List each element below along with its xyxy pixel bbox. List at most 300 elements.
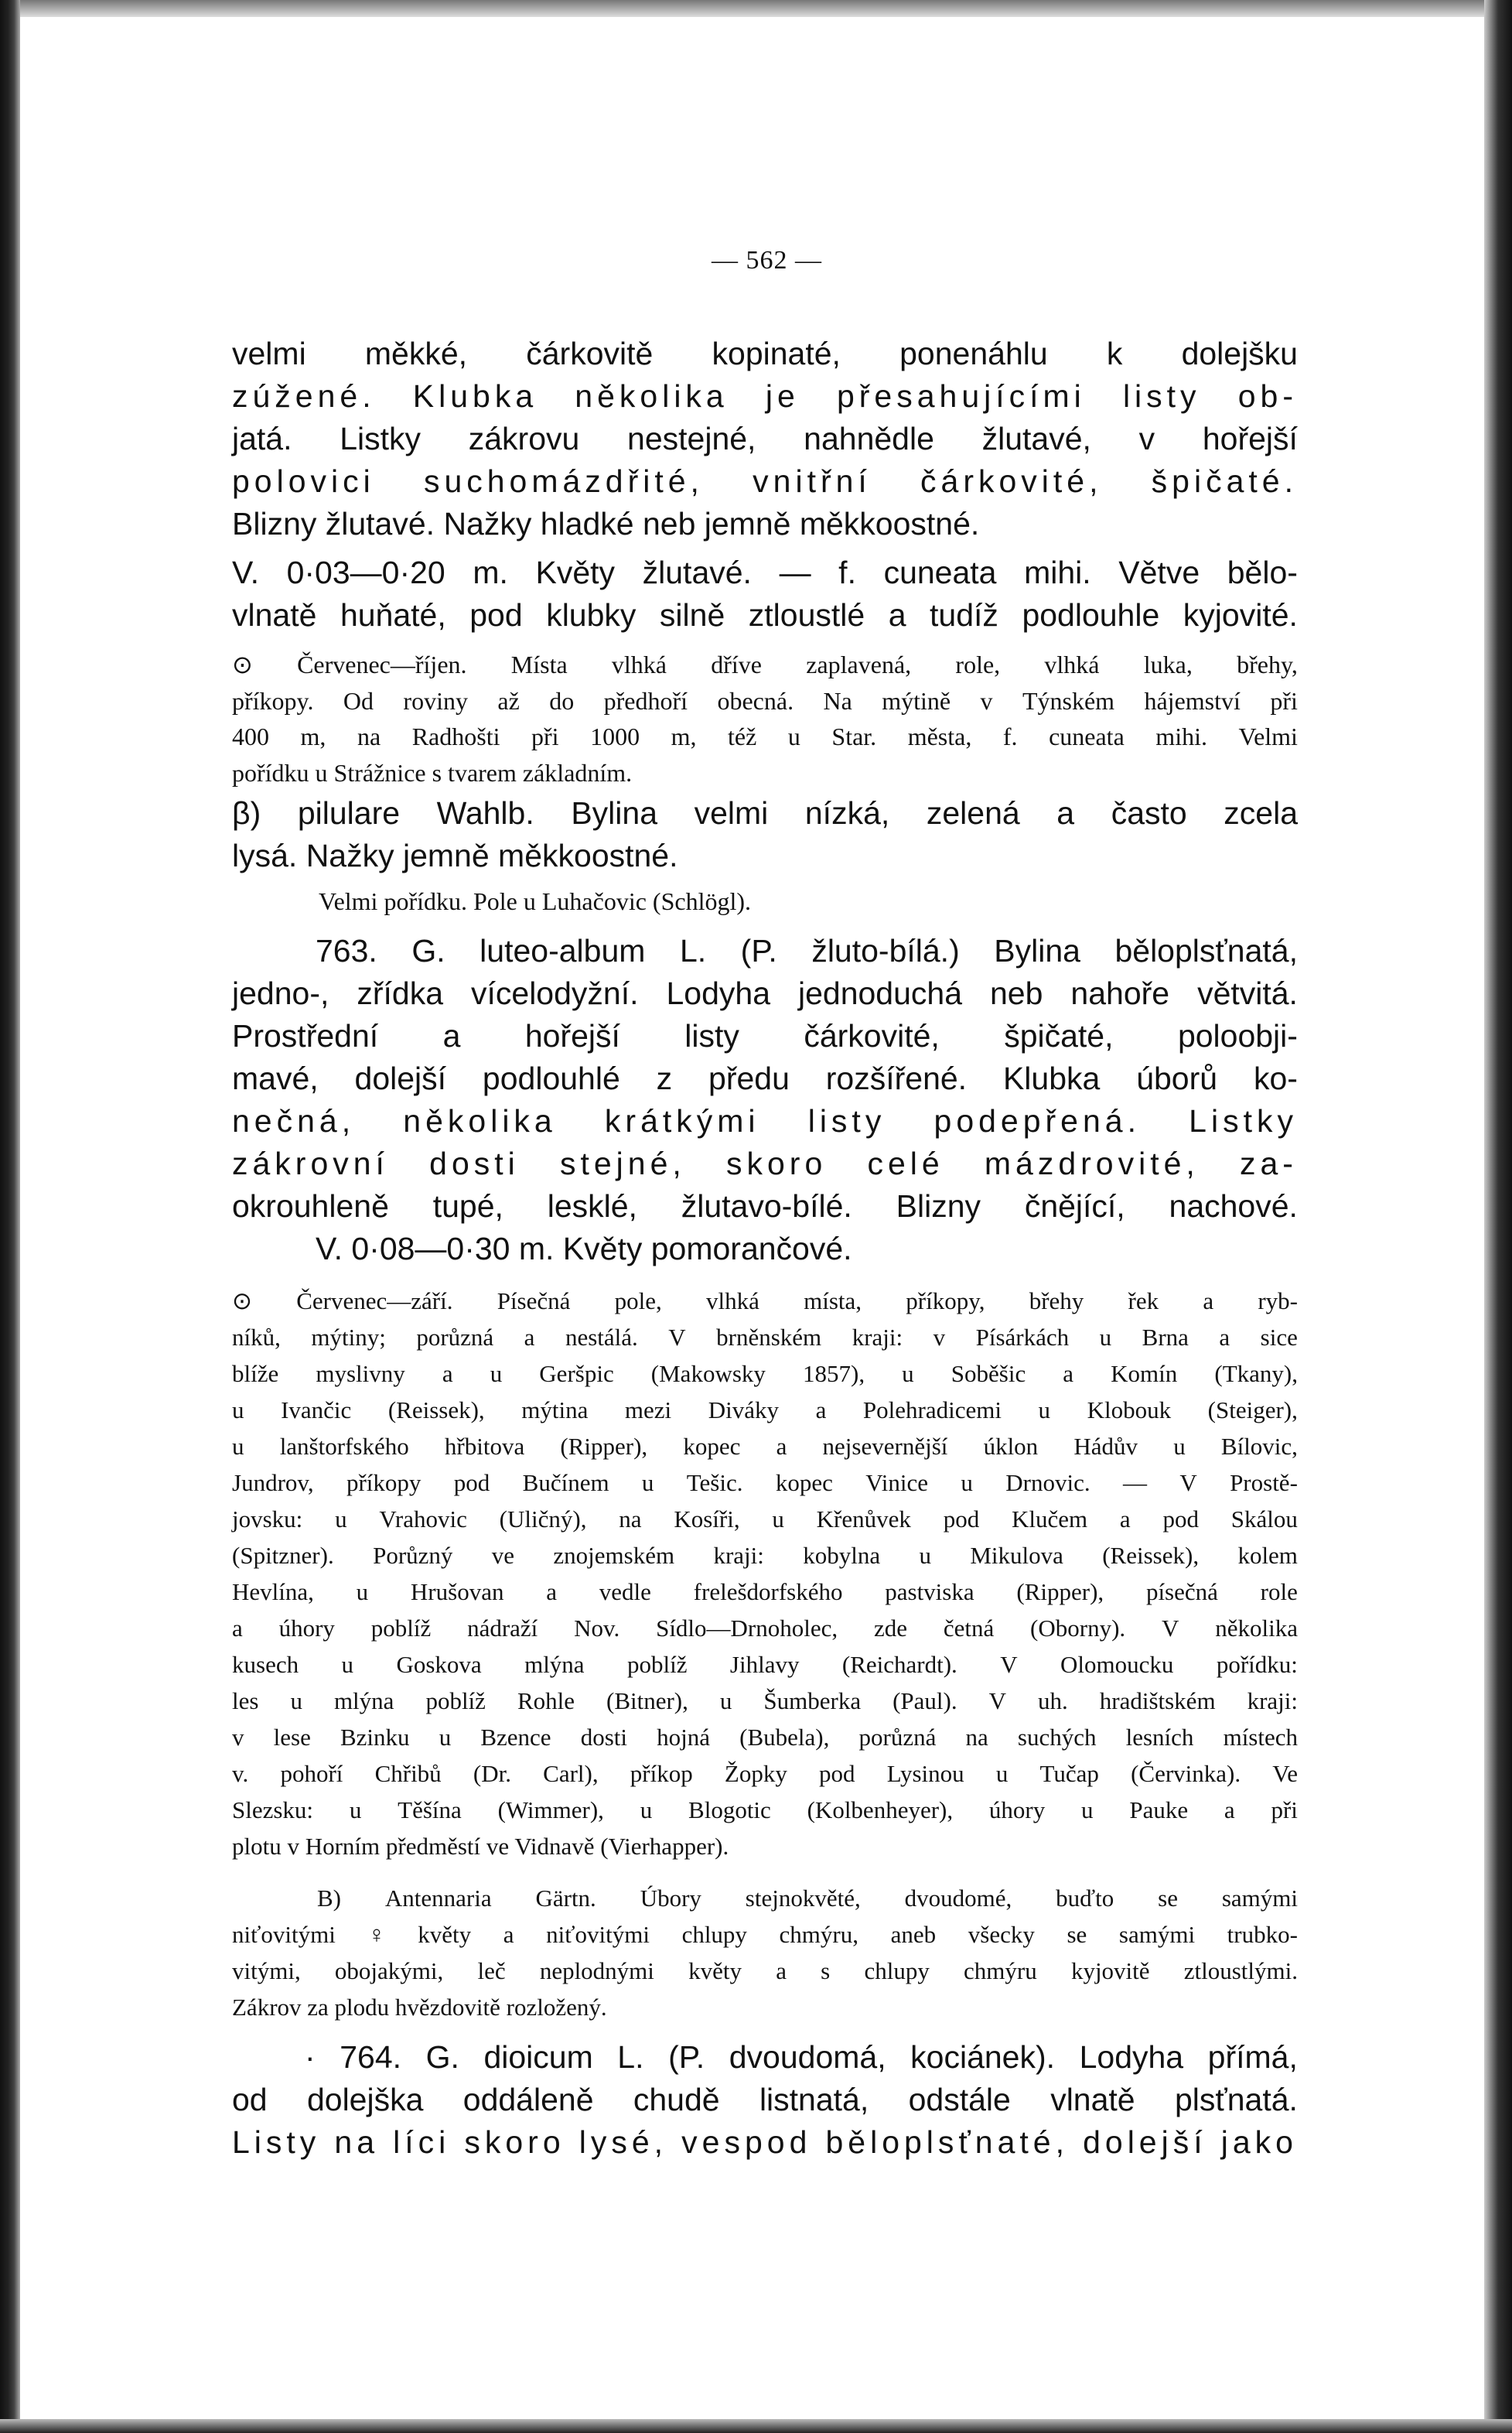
word: velmi xyxy=(232,336,306,371)
word: buďto xyxy=(1056,1885,1114,1912)
word: V xyxy=(668,1324,686,1351)
word: Od xyxy=(343,686,374,715)
word: role xyxy=(1260,1578,1298,1605)
word: břehy, xyxy=(1237,651,1298,678)
word: a xyxy=(232,1615,243,1642)
word: klubky xyxy=(546,597,637,633)
word: několika xyxy=(403,1103,557,1139)
word: břehy xyxy=(1029,1287,1084,1314)
text-line xyxy=(232,1953,1298,1989)
word: na xyxy=(357,723,381,750)
word: lese xyxy=(273,1724,311,1751)
word: zelená xyxy=(926,795,1020,831)
word: Bzinku xyxy=(340,1724,410,1751)
word: (Paul). xyxy=(893,1687,957,1714)
word: je xyxy=(765,378,800,414)
word: větvitá. xyxy=(1197,976,1298,1011)
word: Klubka xyxy=(1002,1061,1101,1096)
word: (Bitner), xyxy=(606,1687,688,1714)
word: velmi xyxy=(694,795,769,831)
word: (Reissek), xyxy=(387,1396,485,1423)
word: m, xyxy=(300,723,326,750)
word: V xyxy=(1000,1651,1018,1678)
word: Blizny xyxy=(896,1188,981,1224)
word: Listky xyxy=(1189,1103,1298,1139)
word: Goskova xyxy=(396,1651,482,1678)
word: nestejné, xyxy=(627,421,756,456)
word: L. xyxy=(617,2039,644,2075)
word: Listky xyxy=(340,421,422,456)
word: les xyxy=(232,1687,259,1714)
word: pod xyxy=(453,1469,490,1496)
word: chudě xyxy=(633,2082,720,2117)
word: u xyxy=(961,1469,973,1496)
word: ko- xyxy=(1253,1061,1298,1096)
word: (Reichardt). xyxy=(841,1651,957,1678)
word: dvoudomá, xyxy=(729,2039,886,2075)
word: Drnovic. xyxy=(1005,1469,1090,1496)
word: místa, xyxy=(804,1287,862,1314)
word: frelešdorfského xyxy=(693,1578,843,1605)
word: žlutavé. xyxy=(642,555,752,590)
word: poblíž xyxy=(370,1615,432,1642)
word: suchých xyxy=(1017,1724,1097,1751)
word: příkopy, xyxy=(906,1287,985,1314)
word: Vrahovic xyxy=(379,1505,467,1533)
word: Antennaria xyxy=(384,1885,492,1912)
text-line xyxy=(232,1916,1298,1953)
word: úhory xyxy=(988,1796,1046,1823)
word: ob- xyxy=(1237,378,1298,414)
word: Mikulova xyxy=(970,1542,1063,1569)
word: ponenáhlu xyxy=(899,336,1048,371)
word: špičaté. xyxy=(1151,463,1298,499)
word: a xyxy=(1224,1796,1235,1823)
word: listy xyxy=(1122,378,1201,414)
word: a xyxy=(1119,1505,1131,1533)
word: běloplsťnaté, xyxy=(825,2124,1069,2160)
text-line xyxy=(232,1319,1298,1355)
word: chlupy xyxy=(864,1957,930,1984)
word: (Makowsky xyxy=(650,1360,766,1387)
word: Ve xyxy=(1272,1760,1298,1787)
text-line xyxy=(232,418,1298,460)
word: Diváky xyxy=(708,1396,779,1423)
word: Těšína xyxy=(398,1796,462,1823)
word: mlýna xyxy=(333,1687,394,1714)
word: Hrušovan xyxy=(410,1578,504,1605)
word: (Steiger), xyxy=(1207,1396,1298,1423)
word: nádraží xyxy=(467,1615,538,1642)
word: lesklé, xyxy=(547,1188,637,1224)
word: kyjovité. xyxy=(1183,597,1298,633)
word: jako xyxy=(1220,2124,1298,2160)
word: nahnědle xyxy=(804,421,934,456)
word: a xyxy=(1203,1287,1214,1314)
word: Wahlb. xyxy=(436,795,534,831)
text-line: lysá. Nažky jemně měkkoostné. xyxy=(232,838,678,873)
text-line xyxy=(232,1610,1298,1646)
word: porůzná xyxy=(416,1324,494,1351)
word: hořejší xyxy=(1202,421,1298,456)
word: pole, xyxy=(614,1287,662,1314)
word: při xyxy=(1270,686,1298,715)
word: 763. xyxy=(316,933,377,969)
word: řek xyxy=(1128,1287,1159,1314)
word: dosti xyxy=(580,1724,627,1751)
word: u xyxy=(232,1433,244,1460)
text-line xyxy=(232,594,1298,637)
species-heading-line xyxy=(232,930,1298,972)
word: 1000 xyxy=(590,723,640,750)
text-line xyxy=(232,1143,1298,1185)
word: hradištském xyxy=(1099,1687,1216,1714)
word: přímá, xyxy=(1207,2039,1298,2075)
word: Velmi xyxy=(1238,723,1298,750)
text-line xyxy=(232,1755,1298,1792)
word: též xyxy=(728,723,757,750)
word: lanštorfského xyxy=(279,1433,409,1460)
word: při xyxy=(531,723,559,750)
word: Skálou xyxy=(1230,1505,1298,1533)
word: Tešic. xyxy=(686,1469,743,1496)
word: L. xyxy=(679,933,707,969)
word: Na xyxy=(823,686,852,715)
word: stejné, xyxy=(559,1146,686,1181)
word: oddáleně xyxy=(462,2082,594,2117)
word: celé xyxy=(867,1146,944,1181)
word: znojemském xyxy=(553,1542,675,1569)
word: odstále xyxy=(908,2082,1011,2117)
word: pod xyxy=(943,1505,980,1533)
word: pořídku: xyxy=(1216,1651,1298,1678)
word: vlhká xyxy=(1044,651,1100,678)
word: zákrovní xyxy=(232,1146,389,1181)
word: pod xyxy=(819,1760,855,1787)
text-line xyxy=(232,719,1298,755)
word: Písečná xyxy=(497,1287,571,1314)
word: uh. xyxy=(1038,1687,1068,1714)
word: skoro xyxy=(464,2124,565,2160)
word: Olomoucku xyxy=(1060,1651,1174,1678)
word: nízká, xyxy=(804,795,890,831)
word: poblíž xyxy=(425,1687,486,1714)
word: kociánek). xyxy=(910,2039,1056,2075)
word: u xyxy=(919,1542,931,1569)
word: Klubka xyxy=(412,378,538,414)
word: Geršpic xyxy=(539,1360,614,1387)
text-line xyxy=(232,647,1298,683)
word: f. xyxy=(838,555,856,590)
word: čárkovité, xyxy=(804,1018,940,1054)
word: kobylna xyxy=(803,1542,881,1569)
word: Lodyha xyxy=(666,976,770,1011)
word: Prostřední xyxy=(232,1018,379,1054)
word: Klobouk xyxy=(1087,1396,1172,1423)
paragraph-description-continued xyxy=(232,333,1298,637)
word: a xyxy=(442,1018,461,1054)
word: u xyxy=(1038,1396,1051,1423)
text-line: pořídku u Strážnice s tvarem základním. xyxy=(232,758,633,787)
word: ryb- xyxy=(1258,1287,1298,1314)
word: lesních xyxy=(1125,1724,1194,1751)
word: luteo-album xyxy=(480,933,646,969)
word: listy xyxy=(807,1103,886,1139)
word: roviny xyxy=(403,686,468,715)
word: u xyxy=(356,1578,369,1605)
word: samými xyxy=(1118,1921,1196,1948)
word: žlutavo-bílé. xyxy=(681,1188,852,1224)
word: na xyxy=(619,1505,642,1533)
word: niťovitými xyxy=(546,1921,650,1948)
word: kraji: xyxy=(1247,1687,1298,1714)
word: z xyxy=(656,1061,673,1096)
word: zaplavená, xyxy=(806,651,912,678)
word: Soběšic xyxy=(951,1360,1026,1387)
word: hojná xyxy=(657,1724,710,1751)
word: niťovitými xyxy=(232,1921,336,1948)
word: při xyxy=(1271,1796,1298,1823)
word: Radhošti xyxy=(411,723,500,750)
word: (Uličný), xyxy=(499,1505,587,1533)
word: Polehradicemi xyxy=(862,1396,1002,1423)
word: Carl), xyxy=(543,1760,599,1787)
word: žlutavé, xyxy=(981,421,1091,456)
word: a xyxy=(776,1433,787,1460)
word: Ivančic xyxy=(281,1396,352,1423)
word: za- xyxy=(1240,1146,1298,1181)
word: u xyxy=(490,1360,503,1387)
word: suchomázdřité, xyxy=(423,463,704,499)
word: (Ripper), xyxy=(1016,1578,1104,1605)
word: dolejška xyxy=(306,2082,424,2117)
word: dvoudomé, xyxy=(904,1885,1012,1912)
word: žluto-bílá.) xyxy=(811,933,960,969)
word: a xyxy=(1063,1360,1074,1387)
word: Nov. xyxy=(574,1615,620,1642)
word: zcela xyxy=(1224,795,1298,831)
word: dříve xyxy=(711,651,762,678)
word: (P. xyxy=(740,933,777,969)
text-line xyxy=(232,2079,1298,2121)
word: (Kolbenheyer), xyxy=(807,1796,954,1823)
word: u xyxy=(1099,1324,1112,1351)
word: listnatá, xyxy=(759,2082,869,2117)
word: poloobji- xyxy=(1177,1018,1298,1054)
word: nejsevernější xyxy=(822,1433,948,1460)
word: Star. xyxy=(831,723,877,750)
word: nečná, xyxy=(232,1103,356,1139)
word: okrouhleně xyxy=(232,1188,389,1224)
word: u xyxy=(341,1651,354,1678)
word: obojakými, xyxy=(334,1957,444,1984)
word: u xyxy=(439,1724,452,1751)
word: přesahujícími xyxy=(836,378,1086,414)
text-line xyxy=(232,375,1298,418)
word: Úbory xyxy=(640,1885,701,1912)
word: ♀ xyxy=(367,1921,386,1948)
word: Porůzný xyxy=(373,1542,453,1569)
word: kyjovitě xyxy=(1070,1957,1150,1984)
text-line xyxy=(232,1283,1298,1319)
word: Listy xyxy=(232,2124,321,2160)
word: úklon xyxy=(983,1433,1039,1460)
paragraph-species-763 xyxy=(232,930,1298,1270)
word: Pauke xyxy=(1129,1796,1189,1823)
word: dosti xyxy=(429,1146,520,1181)
word: (Wimmer), xyxy=(497,1796,604,1823)
word: — xyxy=(1122,1469,1147,1496)
word: bělo- xyxy=(1227,555,1298,590)
word: m, xyxy=(671,723,697,750)
word: ve xyxy=(491,1542,515,1569)
word: četná xyxy=(943,1615,995,1642)
word: silně xyxy=(659,597,725,633)
word: kraji: xyxy=(852,1324,903,1351)
word: Vinice xyxy=(865,1469,929,1496)
word: lysé, xyxy=(579,2124,668,2160)
word: úborů xyxy=(1136,1061,1218,1096)
word: mihi. xyxy=(1024,555,1091,590)
word: měkké, xyxy=(364,336,468,371)
word: Slezsku: xyxy=(232,1796,314,1823)
word: květy xyxy=(418,1921,472,1948)
word: Rohle xyxy=(517,1687,575,1714)
paragraph-habitat-1 xyxy=(232,647,1298,791)
word: Šumberka xyxy=(763,1687,862,1714)
word: v xyxy=(933,1324,946,1351)
word: u xyxy=(232,1396,244,1423)
word: příkopy. xyxy=(232,686,314,715)
word: 0·03—0·20 xyxy=(286,555,445,590)
paragraph-antennaria xyxy=(232,1880,1298,2025)
word: Jihlavy xyxy=(729,1651,800,1678)
word: a xyxy=(815,1396,827,1423)
word: Bylina xyxy=(571,795,657,831)
word: vlhká xyxy=(706,1287,759,1314)
word: u xyxy=(641,1469,654,1496)
word: jatá. xyxy=(232,421,292,456)
word: u xyxy=(290,1687,302,1714)
word: nestálá. xyxy=(565,1324,638,1351)
text-line xyxy=(232,552,1298,594)
word: u xyxy=(1081,1796,1094,1823)
word: předu xyxy=(708,1061,790,1096)
word: Hádův xyxy=(1073,1433,1138,1460)
word: krátkými xyxy=(604,1103,760,1139)
word: ztloustlými. xyxy=(1183,1957,1298,1984)
text-line xyxy=(232,2121,1298,2164)
word: f. xyxy=(1002,723,1018,750)
word: čnějící, xyxy=(1024,1188,1125,1224)
word: leč xyxy=(477,1957,506,1984)
word: nachové. xyxy=(1169,1188,1298,1224)
word: (Červinka). xyxy=(1131,1760,1241,1787)
text-line xyxy=(232,683,1298,719)
word: · xyxy=(305,2039,316,2075)
word: dolejší xyxy=(354,1061,447,1096)
word: všecky xyxy=(968,1921,1035,1948)
word: (Ripper), xyxy=(560,1433,648,1460)
word: chmýru, xyxy=(779,1921,858,1948)
word: nahoře xyxy=(1070,976,1170,1011)
word: zúžené. xyxy=(232,378,376,414)
text-line xyxy=(232,1792,1298,1828)
word: mihi. xyxy=(1155,723,1207,750)
word: blíže xyxy=(232,1360,279,1387)
word: Bučínem xyxy=(522,1469,609,1496)
text-line xyxy=(232,1537,1298,1574)
text-line: V. 0·08—0·30 m. Květy pomorančové. xyxy=(316,1231,852,1266)
word: kusech xyxy=(232,1651,299,1678)
word: k xyxy=(1106,336,1123,371)
word: Brna xyxy=(1142,1324,1189,1351)
word: Klučem xyxy=(1011,1505,1088,1533)
word: ⊙ xyxy=(232,651,253,678)
word: na xyxy=(965,1724,988,1751)
word: hořejší xyxy=(524,1018,620,1054)
word: a xyxy=(503,1921,514,1948)
text-line: plotu v Horním předměstí ve Vidnavě (Vierhapper). xyxy=(232,1833,729,1860)
word: vlhká xyxy=(611,651,667,678)
word: kraji: xyxy=(713,1542,764,1569)
word: podlouhle xyxy=(1022,597,1160,633)
word: běloplsťnatá, xyxy=(1114,933,1298,969)
word: a xyxy=(888,597,906,633)
word: chmýru xyxy=(964,1957,1037,1984)
word: Žopky xyxy=(724,1760,787,1787)
word: Komín xyxy=(1111,1360,1178,1387)
text-line xyxy=(232,333,1298,375)
word: Větve xyxy=(1118,555,1200,590)
word: 764. xyxy=(340,2039,402,2075)
word: Křenůvek xyxy=(816,1505,911,1533)
word: vespod xyxy=(681,2124,812,2160)
text-line xyxy=(232,1355,1298,1392)
word: příkop xyxy=(630,1760,693,1787)
word: až xyxy=(497,686,520,715)
word: porůzná xyxy=(858,1724,937,1751)
word: Lysinou xyxy=(886,1760,964,1787)
word: kopinaté, xyxy=(712,336,841,371)
word: příkopy xyxy=(346,1469,422,1496)
word: G. xyxy=(425,2039,459,2075)
word: úhory xyxy=(278,1615,335,1642)
word: vlnatě xyxy=(232,597,317,633)
word: a xyxy=(524,1324,535,1351)
word: do xyxy=(549,686,575,715)
word: mezi xyxy=(624,1396,672,1423)
word: neb xyxy=(990,976,1043,1011)
word: pastviska xyxy=(885,1578,974,1605)
word: u xyxy=(719,1687,732,1714)
word: V xyxy=(988,1687,1006,1714)
text-line xyxy=(232,1185,1298,1228)
word: dioicum xyxy=(483,2039,593,2075)
species-heading-line xyxy=(232,2036,1298,2079)
word: 1857), xyxy=(803,1360,865,1387)
word: luka, xyxy=(1143,651,1193,678)
word: Jundrov, xyxy=(232,1469,314,1496)
scan-left-edge xyxy=(0,0,20,2433)
word: čárkovitě xyxy=(526,336,654,371)
text-line xyxy=(232,1015,1298,1058)
text-line xyxy=(232,1058,1298,1100)
word: chlupy xyxy=(681,1921,747,1948)
word: pod xyxy=(469,597,523,633)
scan-top-edge xyxy=(0,0,1512,17)
word: dolejšku xyxy=(1181,336,1298,371)
